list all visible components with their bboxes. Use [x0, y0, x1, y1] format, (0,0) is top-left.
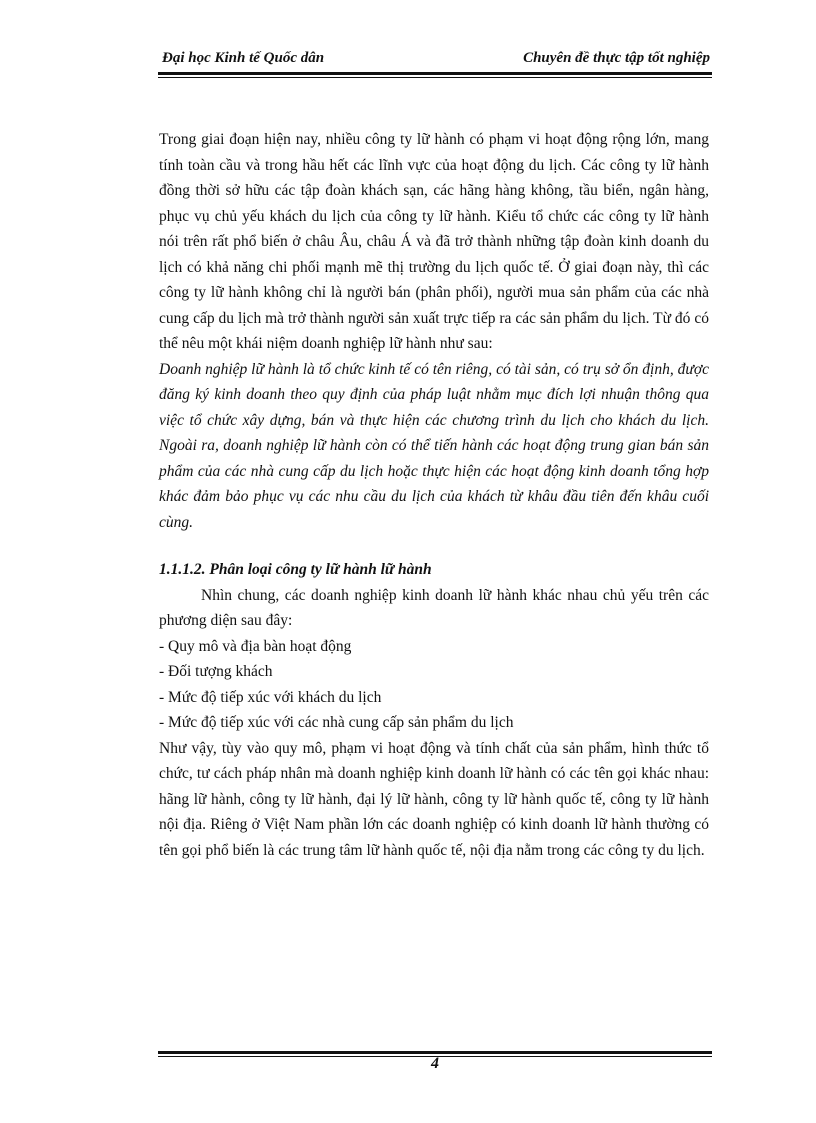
header-divider-thick: [158, 72, 712, 75]
header-document-type: Chuyên đề thực tập tốt nghiệp: [523, 50, 710, 66]
section-heading: 1.1.1.2. Phân loại công ty lữ hành lữ hành: [159, 561, 432, 578]
closing-paragraph: Như vậy, tùy vào quy mô, phạm vi hoạt động và tính chất của sản phẩm, hình thức tổ chức, tư cách pháp nhân mà doanh nghiệp kinh doanh lữ hành có các tên gọi khác nhau: hãng lữ hành, công ty lữ hành, đại lý lữ hành, công ty lữ hành quốc tế, công ty lữ hành nội địa. Riêng ở Việt Nam phần lớn các doanh nghiệp có kinh doanh lữ hành thường có tên gọi phổ biến là các trung tâm lữ hành quốc tế, nội địa nằm trong các công ty du lịch.: [159, 739, 709, 859]
list-item: - Quy mô và địa bàn hoạt động: [159, 637, 352, 655]
section-intro-paragraph: Nhìn chung, các doanh nghiệp kinh doanh lữ hành khác nhau chủ yếu trên các phương diện sau đây:: [159, 586, 709, 629]
list-item: - Mức độ tiếp xúc với khách du lịch: [159, 688, 382, 706]
list-item: - Mức độ tiếp xúc với các nhà cung cấp sản phẩm du lịch: [159, 714, 514, 731]
list-item: - Đối tượng khách: [159, 663, 273, 680]
header-university: Đại học Kinh tế Quốc dân: [162, 50, 325, 66]
page-number: 4: [431, 1055, 439, 1072]
intro-paragraph: Trong giai đoạn hiện nay, nhiều công ty lữ hành có phạm vi hoạt động rộng lớn, mang tính toàn cầu và trong hầu hết các lĩnh vực của hoạt động du lịch. Các công ty lữ hành đồng thời sở hữu các tập đoàn khách sạn, các hãng hàng không, tầu biển, ngân hàng, phục vụ chủ yếu khách du lịch của công ty lữ hành. Kiểu tổ chức các công ty lữ hành nói trên rất phổ biến ở châu Âu, châu Á và đã trở thành những tập đoàn kinh doanh du lịch có khả năng chi phối mạnh mẽ thị trường du lịch quốc tế. Ở giai đoạn này, thì các công ty lữ hành không chỉ là người bán (phân phối), người mua sản phẩm của các nhà cung cấp du lịch mà trở thành người sản xuất trực tiếp ra các sản phẩm du lịch. Từ đó có thể nêu một khái niệm doanh nghiệp lữ hành như sau:: [159, 131, 709, 352]
definition-paragraph: Doanh nghiệp lữ hành là tổ chức kinh tế có tên riêng, có tài sản, có trụ sở ổn định, được đăng ký kinh doanh theo quy định của pháp luật nhằm mục đích lợi nhuận thông qua việc tổ chức xây dựng, bán và thực hiện các chương trình du lịch cho khách du lịch. Ngoài ra, doanh nghiệp lữ hành còn có thể tiến hành các hoạt động trung gian bán sản phẩm của các nhà cung cấp du lịch hoặc thực hiện các hoạt động kinh doanh tổng hợp khác đảm bảo phục vụ các nhu cầu du lịch của khách từ khâu đầu tiên đến khâu cuối cùng.: [159, 360, 709, 531]
page-body: [159, 127, 709, 863]
header-divider-thin: [158, 77, 712, 78]
page-header: [158, 48, 712, 68]
